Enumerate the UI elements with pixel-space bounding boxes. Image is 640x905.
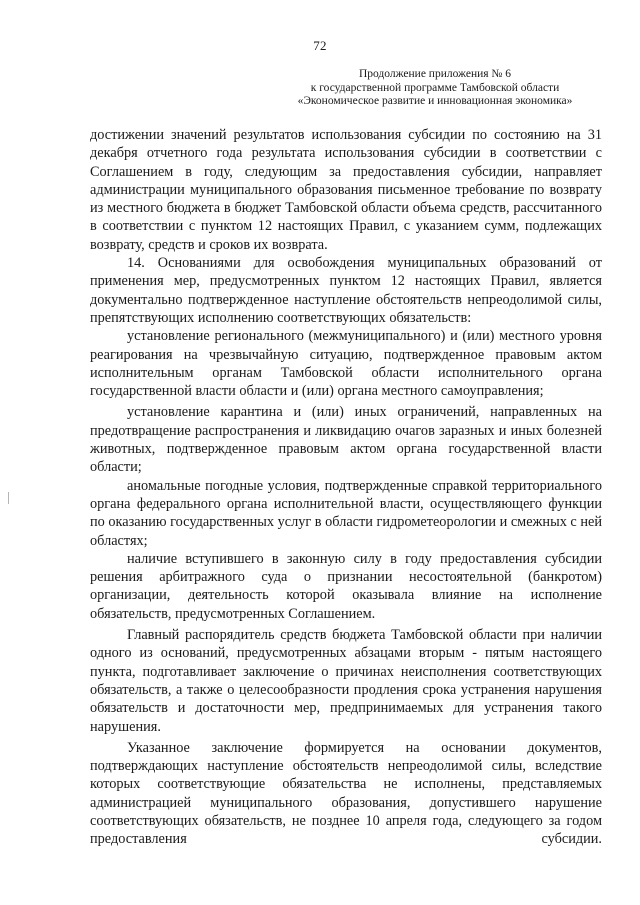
paragraph-weather: аномальные погодные условия, подтвержденные справкой территориального органа федерального органа исполнительной власти, осуществляющего функции по оказанию государственных услуг в области гидрометеорологии и смежных с ней областях; bbox=[90, 477, 602, 549]
paragraph-conclusion: Указанное заключение формируется на основании документов, подтверждающих наступление обстоятельств непреодолимой силы, вследствие которых соответствующие обязательства не исполнены, представляемых администрацией муниципального образования, допустившего нарушение соответствующих обязательств, не позднее 10 апреля года, следующего за годом предоставления субсидии. bbox=[90, 739, 602, 848]
appendix-header bbox=[270, 68, 600, 109]
document-body bbox=[90, 126, 602, 849]
paragraph-emergency: установление регионального (межмуниципального) и (или) местного уровня реагирования на чрезвычайную ситуацию, подтвержденное правовым актом исполнительным органам Тамбовской области исполнительного органа государственной власти области и (или) органа местного самоуправления; bbox=[90, 328, 602, 400]
scan-margin-mark bbox=[8, 492, 9, 504]
paragraph-quarantine: установление карантина и (или) иных ограничений, направленных на предотвращение распространения и ликвидацию очагов заразных и иных болезней животных, подтвержденное правовым актом органа государственной власти области; bbox=[90, 404, 602, 476]
appendix-header-line-3: «Экономическое развитие и инновационная экономика» bbox=[297, 95, 573, 107]
paragraph-item-14: 14. Основаниями для освобождения муниципальных образований от применения мер, предусмотренных пунктом 12 настоящих Правил, является документально подтвержденное наступление обстоятельств непреодолимой силы, препятствующих исполнению соответствующих обязательств: bbox=[90, 255, 602, 326]
appendix-header-line-2: к государственной программе Тамбовской области bbox=[310, 81, 560, 94]
page-number: 72 bbox=[313, 38, 327, 53]
paragraph-chief-administrator: Главный распорядитель средств бюджета Тамбовской области при наличии одного из оснований, предусмотренных абзацами вторым - пятым настоящего пункта, подготавливает заключение о причинах неисполнения соответствующих обязательств, а также о целесообразности продления срока устранения нарушения обязательств и достаточности мер, предпринимаемых для устранения такого нарушения. bbox=[90, 627, 602, 735]
paragraph-bankruptcy: наличие вступившего в законную силу в году предоставления субсидии решения арбитражного суда о признании несостоятельной (банкротом) организации, деятельность которой оказывала влияние на исполнение обязательств, предусмотренных Соглашением. bbox=[90, 550, 602, 622]
paragraph-continuation: достижении значений результатов использования субсидии по состоянию на 31 декабря отчетного года результата использования субсидии в соответствии с Соглашением в году, следующим за предоставления субсидии, направляет администрации муниципального образования письменное требование по возврату из местного бюджета в бюджет Тамбовской области объема средств, рассчитанного в соответствии с пунктом 12 настоящих Правил, с указанием сумм, подлежащих возврату, средств и сроков их возврата. bbox=[90, 127, 602, 253]
appendix-header-line-1: Продолжение приложения № 6 bbox=[358, 68, 512, 80]
